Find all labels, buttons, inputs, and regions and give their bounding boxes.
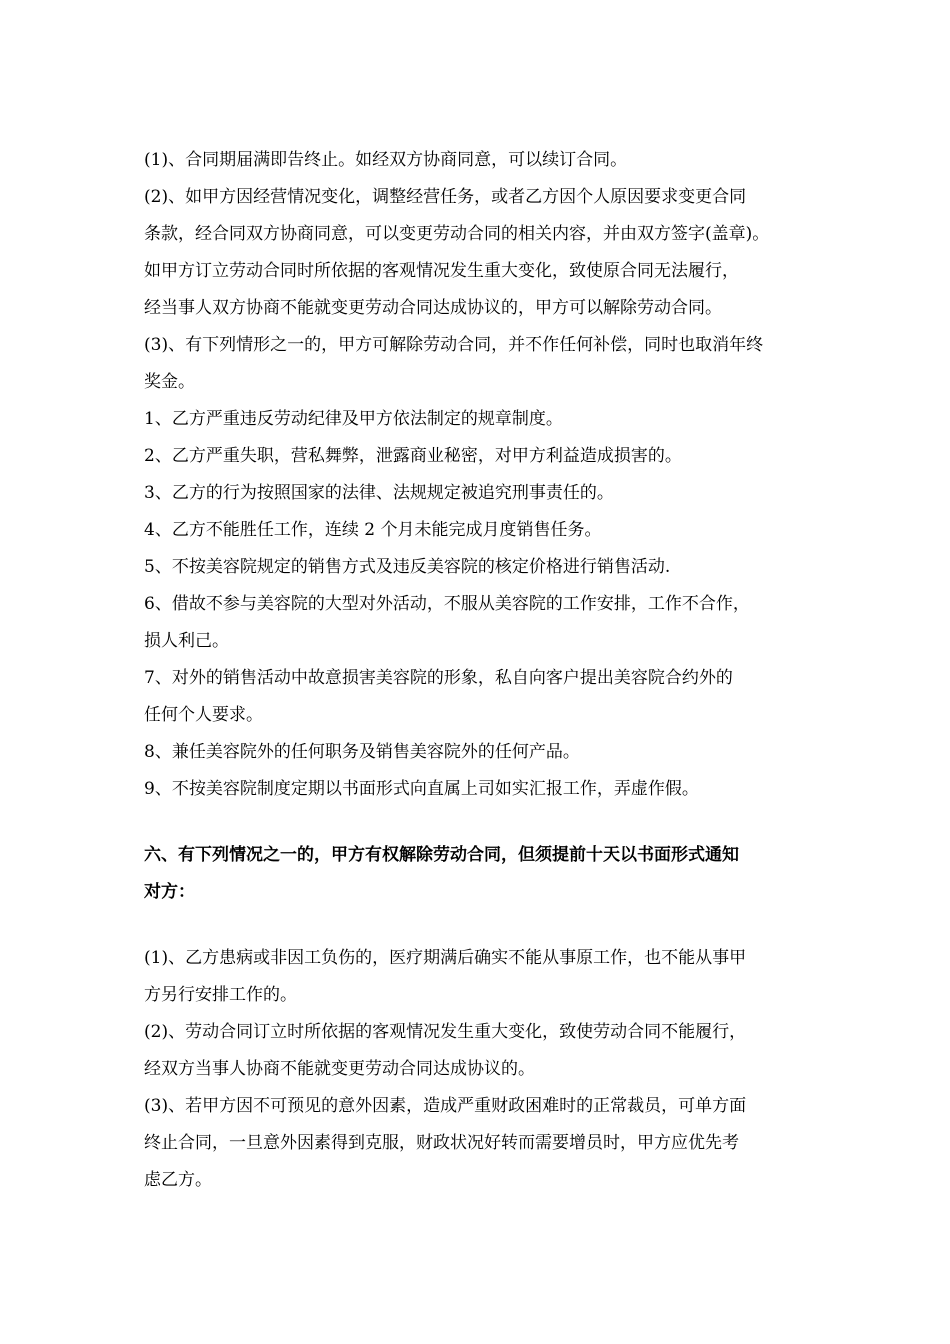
list-item-2: 2、乙方严重失职，营私舞弊，泄露商业秘密，对甲方利益造成损害的。 bbox=[144, 446, 682, 466]
list-item-4: 4、乙方不能胜任工作，连续 2 个月未能完成月度销售任务。 bbox=[144, 520, 602, 540]
paragraph-3-line-1: (3)、有下列情形之一的，甲方可解除劳动合同，并不作任何补偿，同时也取消年终 bbox=[144, 335, 764, 355]
paragraph-1: (1)、合同期届满即告终止。如经双方协商同意，可以续订合同。 bbox=[144, 150, 628, 170]
section-item-3-line-3: 虑乙方。 bbox=[144, 1170, 212, 1190]
paragraph-3-line-2: 奖金。 bbox=[144, 372, 195, 392]
list-item-6-line-2: 损人利己。 bbox=[144, 631, 229, 651]
section-item-2-line-1: (2)、劳动合同订立时所依据的客观情况发生重大变化，致使劳动合同不能履行， bbox=[144, 1022, 747, 1042]
list-item-9: 9、不按美容院制度定期以书面形式向直属上司如实汇报工作，弄虚作假。 bbox=[144, 779, 699, 799]
section-item-3-line-1: (3)、若甲方因不可预见的意外因素，造成严重财政困难时的正常裁员，可单方面 bbox=[144, 1096, 747, 1116]
paragraph-2-line-4: 经当事人双方协商不能就变更劳动合同达成协议的，甲方可以解除劳动合同。 bbox=[144, 298, 722, 318]
list-item-1: 1、乙方严重违反劳动纪律及甲方依法制定的规章制度。 bbox=[144, 409, 563, 429]
section-item-1-line-1: (1)、乙方患病或非因工负伤的，医疗期满后确实不能从事原工作，也不能从事甲 bbox=[144, 948, 747, 968]
section-item-2-line-2: 经双方当事人协商不能就变更劳动合同达成协议的。 bbox=[144, 1059, 535, 1079]
document-page bbox=[144, 149, 814, 1191]
paragraph-2-line-3: 如甲方订立劳动合同时所依据的客观情况发生重大变化，致使原合同无法履行， bbox=[144, 261, 739, 281]
section-item-3-line-2: 终止合同，一旦意外因素得到克服，财政状况好转而需要增员时，甲方应优先考 bbox=[144, 1133, 739, 1153]
section-heading-line-2: 对方： bbox=[144, 882, 195, 902]
list-item-7-line-1: 7、对外的销售活动中故意损害美容院的形象，私自向客户提出美容院合约外的 bbox=[144, 668, 733, 688]
paragraph-2-line-1: (2)、如甲方因经营情况变化，调整经营任务，或者乙方因个人原因要求变更合同 bbox=[144, 187, 747, 207]
list-item-7-line-2: 任何个人要求。 bbox=[144, 705, 263, 725]
list-item-5: 5、不按美容院规定的销售方式及违反美容院的核定价格进行销售活动. bbox=[144, 557, 671, 577]
paragraph-2-line-2: 条款，经合同双方协商同意，可以变更劳动合同的相关内容，并由双方签字(盖章)。 bbox=[144, 224, 770, 244]
list-item-8: 8、兼任美容院外的任何职务及销售美容院外的任何产品。 bbox=[144, 742, 580, 762]
section-heading-line-1: 六、有下列情况之一的，甲方有权解除劳动合同，但须提前十天以书面形式通知 bbox=[144, 845, 739, 865]
list-item-6-line-1: 6、借故不参与美容院的大型对外活动，不服从美容院的工作安排，工作不合作， bbox=[144, 594, 750, 614]
section-item-1-line-2: 方另行安排工作的。 bbox=[144, 985, 297, 1005]
list-item-3: 3、乙方的行为按照国家的法律、法规规定被追究刑事责任的。 bbox=[144, 483, 614, 503]
